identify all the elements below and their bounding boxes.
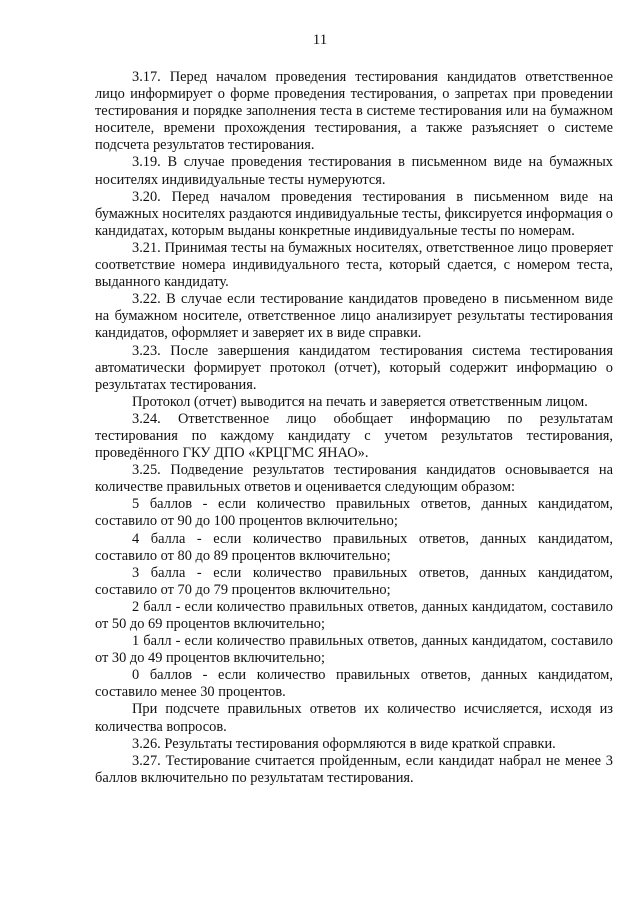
- paragraph-3-25: 3.25. Подведение результатов тестирования кандидатов основывается на количестве правильных ответов и оценивается следующим образом:: [95, 462, 613, 496]
- paragraph-3-27: 3.27. Тестирование считается пройденным, если кандидат набрал не менее 3 баллов включительно по результатам тестирования.: [95, 752, 613, 786]
- paragraph-3-26: 3.26. Результаты тестирования оформляются в виде краткой справки.: [132, 735, 556, 752]
- paragraph-3-20: 3.20. Перед началом проведения тестирования в письменном виде на бумажных носителях раздаются индивидуальные тесты, фиксируется информация о кандидатах, которым выданы конкретные индивидуальные тесты по номерам.: [95, 188, 613, 239]
- score-item-4: 4 балла - если количество правильных ответов, данных кандидатом, составило от 80 до 89 процентов включительно;: [95, 530, 613, 564]
- score-item-2: 2 балл - если количество правильных ответов, данных кандидатом, составило от 50 до 69 процентов включительно;: [95, 598, 613, 632]
- paragraph-protocol: Протокол (отчет) выводится на печать и заверяется ответственным лицом.: [132, 393, 588, 410]
- paragraph-3-23: 3.23. После завершения кандидатом тестирования система тестирования автоматически формирует протокол (отчет), который содержит информацию о результатах тестирования.: [95, 342, 613, 393]
- paragraph-3-17: 3.17. Перед началом проведения тестирования кандидатов ответственное лицо информирует о форме проведения тестирования, о запретах при проведении тестирования и порядке заполнения теста в системе тестирования или на бумажном носителе, времени прохождения тестирования, а также разъясняет о системе подсчета результатов тестирования.: [95, 69, 613, 154]
- page-number: 11: [312, 32, 328, 48]
- score-item-3: 3 балла - если количество правильных ответов, данных кандидатом, составило от 70 до 79 процентов включительно;: [95, 564, 613, 598]
- score-item-1: 1 балл - если количество правильных ответов, данных кандидатом, составило от 30 до 49 процентов включительно;: [95, 633, 613, 667]
- document-body: [95, 69, 613, 787]
- paragraph-3-24: 3.24. Ответственное лицо обобщает информацию по результатам тестирования по каждому кандидату с учетом результатов тестирования, проведённого ГКУ ДПО «КРЦГМС ЯНАО».: [95, 410, 613, 462]
- paragraph-3-19: 3.19. В случае проведения тестирования в письменном виде на бумажных носителях индивидуальные тесты нумеруются.: [95, 154, 613, 188]
- score-item-5: 5 баллов - если количество правильных ответов, данных кандидатом, составило от 90 до 100 процентов включительно;: [95, 496, 613, 530]
- paragraph-counting: При подсчете правильных ответов их количество исчисляется, исходя из количества вопросов.: [95, 701, 613, 735]
- score-item-0: 0 баллов - если количество правильных ответов, данных кандидатом, составило менее 30 процентов.: [95, 667, 613, 701]
- paragraph-3-21: 3.21. Принимая тесты на бумажных носителях, ответственное лицо проверяет соответствие номера индивидуального теста, который сдается, с номером теста, выданного кандидату.: [95, 239, 613, 291]
- paragraph-3-22: 3.22. В случае если тестирование кандидатов проведено в письменном виде на бумажном носителе, ответственное лицо анализирует результаты тестирования кандидатов, оформляет и заверяет их в виде справки.: [95, 291, 613, 342]
